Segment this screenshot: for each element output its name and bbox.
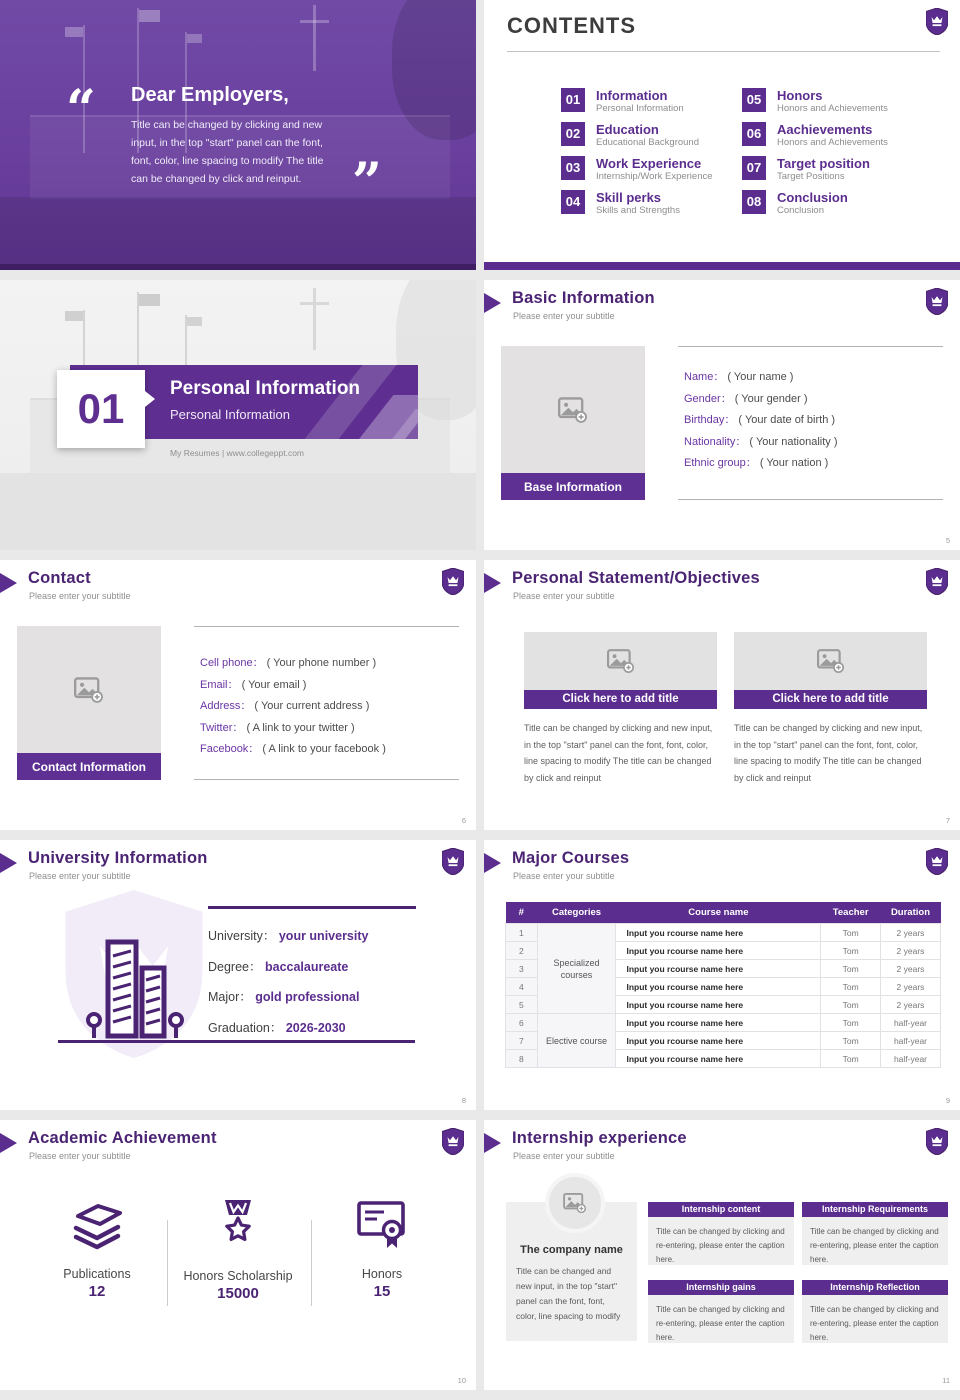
section-title: Personal Information — [170, 378, 361, 399]
field-value: ( Your name ) — [727, 371, 794, 383]
cell-course: Input you rcourse name here — [616, 996, 821, 1014]
stat-label: Honors Scholarship — [183, 1269, 293, 1283]
section-arrow-icon — [0, 573, 17, 593]
photo-caption-bar — [17, 753, 161, 780]
cell-num: 6 — [506, 1014, 538, 1032]
column-header: Categories — [537, 902, 616, 924]
cell-category: Elective course — [537, 1014, 616, 1068]
cell-duration: half-year — [880, 1032, 940, 1050]
field-label: Major： — [208, 990, 252, 1004]
item-sublabel: Internship/Work Experience — [596, 171, 713, 182]
field-label: Email： — [200, 678, 239, 691]
school-crest-icon — [442, 1128, 464, 1155]
item-number-badge: 08 — [742, 190, 766, 214]
item-sublabel: Target Positions — [777, 171, 845, 182]
field-label: Gender： — [684, 392, 732, 405]
statement-card — [734, 632, 927, 786]
page-number: 7 — [945, 816, 950, 825]
school-crest-icon — [442, 848, 464, 875]
item-sublabel: Personal Information — [596, 103, 684, 114]
slide-basic-information[interactable] — [484, 280, 960, 550]
item-label: Information — [596, 88, 668, 103]
banner-notch-decor — [145, 391, 155, 407]
stat-value: 15000 — [217, 1285, 259, 1302]
field-value: ( A link to your facebook ) — [262, 743, 386, 755]
cover-footer-bar — [0, 264, 476, 270]
cell-duration: half-year — [880, 1050, 940, 1068]
field-label: Ethnic group： — [684, 457, 757, 469]
item-sublabel: Skills and Strengths — [596, 205, 680, 216]
school-crest-icon — [926, 848, 948, 875]
section-arrow-icon — [484, 573, 501, 593]
internship-card — [648, 1202, 794, 1265]
card-title-bar: Internship Reflection — [802, 1280, 948, 1295]
slide-contents[interactable] — [484, 0, 960, 270]
field-label: Birthday： — [684, 414, 736, 426]
image-placeholder-icon — [607, 649, 635, 673]
cell-teacher: Tom — [821, 1050, 881, 1068]
photo-placeholder[interactable] — [17, 626, 161, 753]
item-number-badge: 05 — [742, 88, 766, 112]
field-value: gold professional — [255, 990, 360, 1004]
ground-decor — [0, 197, 476, 270]
item-number-badge: 01 — [561, 88, 585, 112]
info-fields — [194, 626, 459, 780]
stat-label: Honors — [361, 1267, 403, 1281]
slide-title: Major Courses — [512, 849, 630, 867]
slide-cover[interactable] — [0, 0, 476, 270]
item-label: Education — [596, 122, 659, 137]
field-label: University： — [208, 929, 276, 943]
photo-caption-bar — [501, 473, 645, 500]
cell-duration: 2 years — [880, 960, 940, 978]
card-body-text: Title can be changed by clicking and re-entering, please enter the caption here. — [802, 1217, 948, 1265]
item-label: Target position — [777, 156, 870, 171]
divider — [507, 51, 940, 52]
school-crest-icon — [926, 1128, 948, 1155]
slide-title: Personal Statement/Objectives — [512, 569, 760, 587]
cell-duration: 2 years — [880, 978, 940, 996]
stat-value: 12 — [88, 1283, 106, 1300]
image-placeholder-icon — [558, 397, 588, 423]
slide-major-courses[interactable] — [484, 840, 960, 1110]
internship-card — [802, 1280, 948, 1343]
field-label: Cell phone： — [200, 657, 264, 669]
cell-duration: half-year — [880, 1014, 940, 1032]
slide-title: Contact — [28, 569, 91, 587]
internship-card — [802, 1202, 948, 1265]
field-value: ( Your date of birth ) — [738, 414, 836, 426]
slide-subtitle: Please enter your subtitle — [29, 871, 131, 881]
school-crest-icon — [442, 568, 464, 595]
cell-teacher: Tom — [821, 1014, 881, 1032]
cell-num: 3 — [506, 960, 538, 978]
cell-num: 8 — [506, 1050, 538, 1068]
section-subtitle: Personal Information — [170, 407, 290, 422]
cell-teacher: Tom — [821, 942, 881, 960]
page-number: 8 — [461, 1096, 466, 1105]
statement-body-text: Title can be changed by clicking and new input, in the top "start" panel can the font, font, color, line spacing to modify The title can be changed by click and reinput — [524, 723, 713, 783]
cell-teacher: Tom — [821, 996, 881, 1014]
contents-footer-bar — [484, 262, 960, 270]
item-sublabel: Honors and Achievements — [777, 103, 888, 114]
cell-num: 1 — [506, 924, 538, 942]
field-label: Graduation： — [208, 1020, 283, 1035]
flag-decor — [65, 311, 83, 321]
item-sublabel: Conclusion — [777, 205, 824, 216]
cross-decor — [300, 20, 329, 23]
field-label: Address： — [200, 700, 252, 712]
card-body-text: Title can be changed by clicking and re-entering, please enter the caption here. — [648, 1295, 794, 1343]
section-arrow-icon — [0, 853, 17, 873]
table-row — [506, 1014, 941, 1032]
photo-placeholder[interactable] — [501, 346, 645, 473]
field-value: baccalaureate — [264, 959, 349, 974]
field-value: 2026-2030 — [285, 1020, 346, 1035]
school-crest-icon — [926, 568, 948, 595]
slide-title: University Information — [28, 849, 208, 867]
item-label: Conclusion — [777, 190, 848, 205]
stat-publications — [22, 1200, 172, 1300]
cell-num: 5 — [506, 996, 538, 1014]
slide-subtitle: Please enter your subtitle — [29, 1151, 131, 1161]
honors-certificate-icon — [356, 1200, 408, 1250]
image-placeholder-icon — [563, 1193, 587, 1213]
field-value: ( Your phone number ) — [266, 657, 377, 669]
cell-teacher: Tom — [821, 960, 881, 978]
slide-subtitle: Please enter your subtitle — [513, 591, 615, 601]
card-title-bar: Internship Requirements — [802, 1202, 948, 1217]
page-number: 9 — [945, 1096, 950, 1105]
scholarship-medal-icon — [216, 1200, 260, 1252]
slide-title: Academic Achievement — [28, 1129, 217, 1147]
card-body-text: Title can be changed by clicking and re-entering, please enter the caption here. — [648, 1217, 794, 1265]
section-arrow-icon — [484, 1133, 501, 1153]
column-header: Teacher — [821, 902, 881, 924]
cell-num: 7 — [506, 1032, 538, 1050]
item-number-badge: 02 — [561, 122, 585, 146]
photo-placeholder[interactable] — [734, 632, 927, 690]
stat-honors — [307, 1200, 457, 1300]
flag-decor — [139, 10, 160, 22]
table-row — [506, 924, 941, 942]
stat-scholarship — [163, 1200, 313, 1302]
slide-university-information[interactable] — [0, 840, 476, 1110]
slide-title: Basic Information — [512, 289, 655, 307]
statement-body-text: Title can be changed by clicking and new input, in the top "start" panel can the font, font, color, line spacing to modify The title can be changed by click and reinput — [734, 723, 923, 783]
cell-num: 4 — [506, 978, 538, 996]
field-label: Name： — [684, 371, 725, 383]
cell-course: Input you rcourse name here — [616, 924, 821, 942]
slide-contact[interactable] — [0, 560, 476, 830]
close-quote-icon: ” — [352, 152, 382, 213]
cross-decor — [313, 5, 316, 71]
slide-subtitle: Please enter your subtitle — [513, 1151, 615, 1161]
field-value: ( Your nation ) — [759, 457, 829, 469]
cell-course: Input you rcourse name here — [616, 1032, 821, 1050]
slide-subtitle: Please enter your subtitle — [29, 591, 131, 601]
field-label: Degree： — [208, 959, 262, 974]
stat-value: 15 — [373, 1283, 391, 1300]
cell-category: Specialized courses — [537, 924, 616, 1014]
slide-title: Internship experience — [512, 1129, 687, 1147]
info-fields — [678, 346, 943, 500]
internship-card — [648, 1280, 794, 1343]
cover-title: Dear Employers, — [131, 84, 289, 106]
item-number-badge: 04 — [561, 190, 585, 214]
card-body-text: Title can be changed by clicking and re-entering, please enter the caption here. — [802, 1295, 948, 1343]
item-label: Work Experience — [596, 156, 702, 171]
card-title-bar: Internship content — [648, 1202, 794, 1217]
table-header-row — [506, 902, 941, 924]
cell-course: Input you rcourse name here — [616, 960, 821, 978]
slide-subtitle: Please enter your subtitle — [513, 871, 615, 881]
company-body-text: Title can be changed and new input, in the top "start" panel can the font, font, color, line spacing to modify — [516, 1266, 621, 1321]
section-arrow-icon — [0, 1133, 17, 1153]
add-title-bar[interactable]: Click here to add title — [524, 690, 717, 709]
slide-academic-achievement[interactable] — [0, 1120, 476, 1390]
field-value: ( Your gender ) — [734, 392, 808, 405]
section-number-box — [57, 370, 145, 448]
cell-duration: 2 years — [880, 942, 940, 960]
column-header: Course name — [616, 902, 821, 924]
field-label: Facebook： — [200, 743, 260, 755]
section-footer-text: My Resumes | www.collegeppt.com — [170, 448, 305, 458]
column-header: Duration — [880, 902, 940, 924]
field-value: ( Your email ) — [241, 678, 307, 691]
cell-num: 2 — [506, 942, 538, 960]
school-crest-icon — [926, 288, 948, 315]
field-value: ( Your current address ) — [254, 700, 370, 712]
section-arrow-icon — [484, 293, 501, 313]
image-placeholder-icon — [74, 677, 104, 703]
university-fields — [208, 926, 368, 1048]
flag-decor — [65, 27, 83, 37]
item-number-badge: 03 — [561, 156, 585, 180]
slide-internship-experience[interactable] — [484, 1120, 960, 1390]
photo-caption: Contact Information — [32, 759, 146, 774]
page-number: 6 — [461, 816, 466, 825]
publications-icon — [68, 1200, 126, 1250]
field-label: Twitter： — [200, 721, 244, 734]
cell-duration: 2 years — [880, 924, 940, 942]
flag-decor — [187, 317, 202, 326]
item-label: Skill perks — [596, 190, 662, 205]
cell-duration: 2 years — [880, 996, 940, 1014]
cross-decor — [300, 302, 329, 305]
cell-course: Input you rcourse name here — [616, 1014, 821, 1032]
slide-personal-statement[interactable] — [484, 560, 960, 830]
open-quote-icon: “ — [66, 79, 96, 140]
cell-course: Input you rcourse name here — [616, 942, 821, 960]
cross-decor — [313, 288, 316, 350]
item-number-badge: 06 — [742, 122, 766, 146]
slide-section-01[interactable] — [0, 280, 476, 550]
section-arrow-icon — [484, 853, 501, 873]
field-value: ( A link to your twitter ) — [246, 721, 355, 734]
card-title-bar: Internship gains — [648, 1280, 794, 1295]
section-number: 01 — [77, 385, 125, 432]
item-label: Aachievements — [777, 122, 873, 137]
field-label: Nationality： — [684, 435, 747, 448]
ground-decor — [0, 473, 476, 550]
item-sublabel: Educational Background — [596, 137, 699, 148]
contents-title: CONTENTS — [507, 13, 636, 38]
flag-decor — [139, 294, 160, 306]
field-value: ( Your nationality ) — [749, 435, 838, 448]
photo-placeholder[interactable] — [524, 632, 717, 690]
statement-card — [524, 632, 717, 786]
photo-caption: Base Information — [523, 479, 622, 494]
courses-table — [505, 902, 941, 1068]
item-number-badge: 07 — [742, 156, 766, 180]
field-value: your university — [278, 929, 369, 943]
company-name: The company name — [520, 1244, 623, 1256]
column-header: # — [506, 902, 538, 924]
cell-course: Input you rcourse name here — [616, 978, 821, 996]
page-number: 11 — [942, 1376, 950, 1385]
item-sublabel: Honors and Achievements — [777, 137, 888, 148]
cell-teacher: Tom — [821, 924, 881, 942]
divider — [208, 906, 416, 909]
cell-course: Input you rcourse name here — [616, 1050, 821, 1068]
stat-label: Publications — [63, 1267, 131, 1281]
page-number: 5 — [945, 536, 950, 545]
cover-body-text: Title can be changed by clicking and new input, in the top "start" panel can the font, font, color, line spacing to modify The title can be changed by click and reinput. — [131, 119, 324, 185]
cell-teacher: Tom — [821, 978, 881, 996]
image-placeholder-icon — [817, 649, 845, 673]
item-label: Honors — [777, 88, 823, 103]
add-title-bar[interactable]: Click here to add title — [734, 690, 927, 709]
cell-teacher: Tom — [821, 1032, 881, 1050]
flag-decor — [187, 34, 202, 43]
company-photo-placeholder[interactable] — [545, 1173, 605, 1233]
slide-subtitle: Please enter your subtitle — [513, 311, 615, 321]
page-number: 10 — [457, 1376, 466, 1385]
university-building-icon — [84, 936, 188, 1042]
school-crest-icon — [926, 8, 948, 35]
